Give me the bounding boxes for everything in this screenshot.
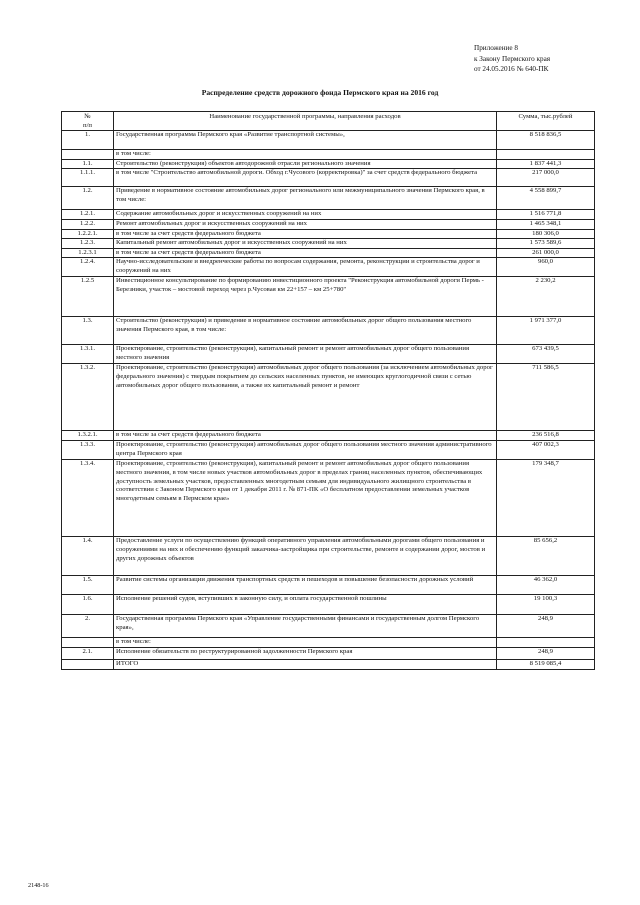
row-amount: 248,9 — [497, 647, 595, 659]
row-amount — [497, 150, 595, 160]
row-number: 1.3.3. — [62, 441, 114, 460]
table-row — [62, 258, 595, 277]
row-number: 1.3.1. — [62, 345, 114, 364]
row-amount: 248,9 — [497, 615, 595, 638]
row-number: 1.2.5 — [62, 277, 114, 317]
row-number: 1.4. — [62, 537, 114, 576]
row-number: 1.2.2.1. — [62, 229, 114, 239]
row-number: 1.3.2.1. — [62, 431, 114, 441]
row-name: Исполнение решений судов, вступивших в законную силу, и оплата государственной пошлины — [114, 595, 497, 615]
table-header-row — [62, 112, 595, 131]
header-name: Наименование государственной программы, направления расходов — [114, 112, 497, 131]
row-name: Строительство (реконструкция) объектов автодорожной отрасли регионального значения — [114, 159, 497, 169]
table-row — [62, 219, 595, 229]
row-name: Научно-исследовательские и внедренческие работы по вопросам содержания, ремонта, реконструкции и строительства дорог и сооружений на них — [114, 258, 497, 277]
row-number: 1.2.1. — [62, 210, 114, 220]
row-amount — [497, 638, 595, 648]
row-number: 1.2.4. — [62, 258, 114, 277]
table-row — [62, 345, 595, 364]
table-row — [62, 229, 595, 239]
table-row — [62, 187, 595, 210]
row-amount: 46 362,0 — [497, 576, 595, 595]
appendix-line-1: Приложение 8 — [474, 44, 518, 52]
row-name: Государственная программа Пермского края «Развитие транспортной системы», — [114, 131, 497, 150]
header-amount: Сумма, тыс.рублей — [497, 112, 595, 131]
table-row — [62, 595, 595, 615]
row-number: 1. — [62, 131, 114, 150]
table-row — [62, 317, 595, 345]
table-row — [62, 277, 595, 317]
row-amount: 711 586,5 — [497, 364, 595, 431]
header-num — [62, 112, 114, 131]
row-amount: 1 971 377,0 — [497, 317, 595, 345]
row-name: Строительство (реконструкция) и приведение в нормативное состояние автомобильных дорог общего пользования местного значения Пермского края, в том числе: — [114, 317, 497, 345]
table-row — [62, 159, 595, 169]
row-number: 1.1.1. — [62, 169, 114, 187]
document-title: Распределение средств дорожного фонда Пермского края на 2016 год — [201, 88, 439, 97]
row-name: Приведение в нормативное состояние автомобильных дорог регионального или межмуниципального значения Пермского края, в том числе: — [114, 187, 497, 210]
table-row — [62, 150, 595, 160]
row-amount: 1 516 771,8 — [497, 210, 595, 220]
row-amount: 2 230,2 — [497, 277, 595, 317]
row-number: 2.1. — [62, 647, 114, 659]
row-name: в том числе: — [114, 150, 497, 160]
row-number — [62, 659, 114, 669]
row-name: в том числе за счет средств федерального бюджета — [114, 431, 497, 441]
row-name: Проектирование, строительство (реконструкция), капитальный ремонт и ремонт автомобильных дорог общего пользования местного значения, в том числе новых участков автомобильных дорог в пределах границ населенных пунктов, обеспечивающих доступность земельных участков, предоставленных многодетным семьям для индивидуального жилищного строительства в соответствии с Законом Пермского края от 1 декабря 2011 г. № 871-ПК «О бесплатном предоставлении земельных участков многодетным семьям в Пермском крае» — [114, 460, 497, 537]
table-row — [62, 615, 595, 638]
row-name: Проектирование, строительство (реконструкция), капитальный ремонт и ремонт автомобильных дорог общего пользования местного значения — [114, 345, 497, 364]
row-number: 2. — [62, 615, 114, 638]
table-row — [62, 431, 595, 441]
row-name: Исполнение обязательств по реструктурированной задолженности Пермского края — [114, 647, 497, 659]
row-amount: 1 837 441,3 — [497, 159, 595, 169]
table-row — [62, 638, 595, 648]
row-name: Ремонт автомобильных дорог и искусственных сооружений на них — [114, 219, 497, 229]
row-number: 1.3.2. — [62, 364, 114, 431]
total-row — [62, 659, 595, 669]
row-number — [62, 638, 114, 648]
row-number: 1.6. — [62, 595, 114, 615]
header-num-line-2: п/п — [82, 121, 93, 129]
table-row — [62, 210, 595, 220]
header-num-line-1: № — [84, 113, 91, 120]
appendix-note — [474, 43, 634, 75]
row-amount: 1 465 348,1 — [497, 219, 595, 229]
row-amount: 960,0 — [497, 258, 595, 277]
table-row — [62, 239, 595, 249]
row-amount: 407 002,3 — [497, 441, 595, 460]
row-amount: 261 000,0 — [497, 248, 595, 258]
row-name: Инвестиционное консультирование по формированию инвестиционного проекта "Реконструкция автомобильной дороги Пермь - Березники, участок – мостовой переход через р.Чусовая км 22+157 – км 25+780" — [114, 277, 497, 317]
row-number: 1.1. — [62, 159, 114, 169]
budget-table — [61, 111, 595, 670]
row-amount: 85 656,2 — [497, 537, 595, 576]
row-number: 1.2.2. — [62, 219, 114, 229]
row-amount: 673 439,5 — [497, 345, 595, 364]
appendix-line-2: к Закону Пермского края — [474, 54, 551, 63]
row-name: Капитальный ремонт автомобильных дорог и искусственных сооружений на них — [114, 239, 497, 249]
appendix-line-3: от 24.05.2016 № 640-ПК — [474, 65, 549, 73]
row-name: Предоставление услуги по осуществлению функций оперативного управления автомобильными дорогами общего пользования и сооружениями на них и обеспечению функций заказчика-застройщика при строительстве, ремонте и содержании дорог, мостов и других дорожных объектов — [114, 537, 497, 576]
footer-code: 2148-16 — [28, 882, 49, 889]
table-row — [62, 364, 595, 431]
table-row — [62, 647, 595, 659]
row-name: Государственная программа Пермского края «Управление государственными финансами и государственным долгом Пермского края», — [114, 615, 497, 638]
table-row — [62, 131, 595, 150]
row-number: 1.3. — [62, 317, 114, 345]
total-label: ИТОГО — [114, 659, 497, 669]
row-name: Проектирование, строительство (реконструкция) автомобильных дорог общего пользования (за исключением автомобильных дорог федерального значения) с твердым покрытием до сельских населенных пунктов, не имеющих круглогодичной связи с сетью автомобильных дорог общего пользования, а также их капитальный ремонт и ремонт — [114, 364, 497, 431]
row-name: в том числе за счет средств федерального бюджета — [114, 229, 497, 239]
row-name: Проектирование, строительство (реконструкция) автомобильных дорог общего пользования местного значения административного центра Пермского края — [114, 441, 497, 460]
table-row — [62, 576, 595, 595]
table-row — [62, 248, 595, 258]
row-name: в том числе "Строительство автомобильной дороги. Обход г.Чусового (корректировка)" за счет средств федерального бюджета — [114, 169, 497, 187]
row-amount: 1 573 589,6 — [497, 239, 595, 249]
row-name: в том числе: — [114, 638, 497, 648]
row-amount: 179 348,7 — [497, 460, 595, 537]
row-amount: 8 518 836,5 — [497, 131, 595, 150]
row-amount: 19 100,3 — [497, 595, 595, 615]
table-row — [62, 537, 595, 576]
row-amount: 236 516,8 — [497, 431, 595, 441]
row-number: 1.2.3. — [62, 239, 114, 249]
total-amount: 8 519 085,4 — [497, 659, 595, 669]
row-number: 1.5. — [62, 576, 114, 595]
row-name: Содержание автомобильных дорог и искусственных сооружений на них — [114, 210, 497, 220]
row-number: 1.3.4. — [62, 460, 114, 537]
row-name: в том числе за счет средств федерального бюджета — [114, 248, 497, 258]
row-amount: 4 558 899,7 — [497, 187, 595, 210]
row-amount: 217 000,0 — [497, 169, 595, 187]
row-name: Развитие системы организации движения транспортных средств и пешеходов и повышение безопасности дорожных условий — [114, 576, 497, 595]
table-row — [62, 460, 595, 537]
table-row — [62, 441, 595, 460]
row-number — [62, 150, 114, 160]
row-number: 1.2.3.1 — [62, 248, 114, 258]
table-row — [62, 169, 595, 187]
row-number: 1.2. — [62, 187, 114, 210]
row-amount: 180 306,0 — [497, 229, 595, 239]
